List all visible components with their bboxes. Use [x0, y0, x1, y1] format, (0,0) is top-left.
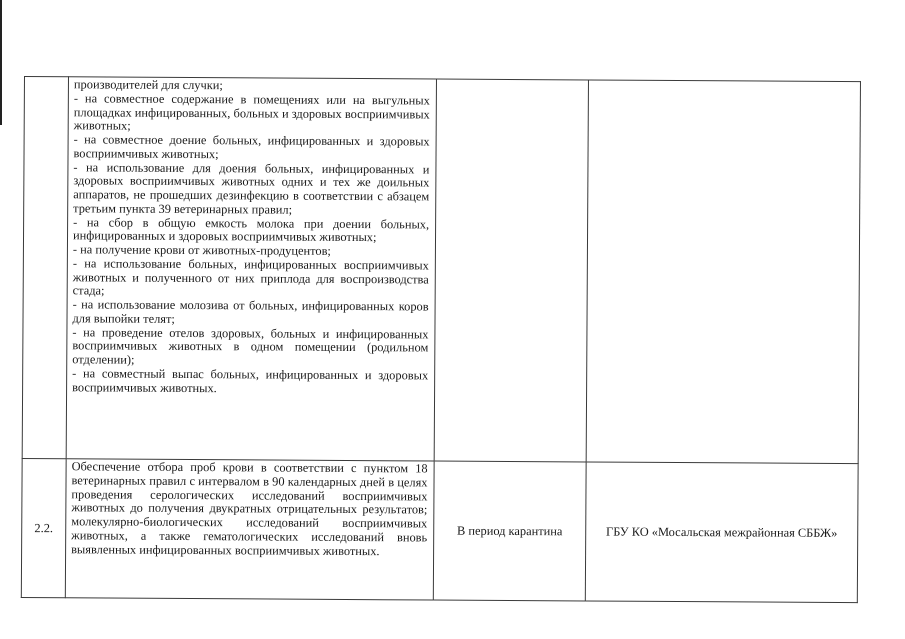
- measure-line: - на сбор в общую емкость молока при доении больных, инфицированных и здоровых восприимчивых животных;: [72, 214, 430, 245]
- row-number-cell: 2.2.: [21, 458, 66, 597]
- quarantine-measures-table: [21, 76, 861, 603]
- measure-line: - на использование больных, инфицированных восприимчивых животных и полученного от них приплода для воспроизводства стада;: [72, 256, 429, 298]
- measure-cell: [65, 459, 434, 600]
- row-number-cell: [22, 77, 68, 459]
- responsible-cell: [586, 80, 860, 464]
- measure-line: - на совместный выпас больных, инфицированных и здоровых восприимчивых животных.: [72, 366, 429, 395]
- measure-line: производителей для случки;: [73, 77, 223, 93]
- measure-text: [67, 77, 436, 396]
- measure-line: Обеспечение отбора проб крови в соответствии с пунктом 18 ветеринарных правил с интервалом в 90 календарных дней в целях проведения серологических исследований восприимчивых животных до получения двукратных отрицательных результатов; молекулярно-биологических исследований восприимчивых животных, а также гематологических исследований вновь выявленных инфицированных восприимчивых животных.: [71, 459, 428, 558]
- measure-line: - на получение крови от животных-продуцентов;: [72, 242, 331, 258]
- period-cell: В период карантина: [433, 461, 586, 601]
- measure-line: - на использование для доения больных, инфицированных и здоровых восприимчивых животных одних и тех же доильных аппаратов, не прошедших дезинфекцию в соответствии с абзацем третьим пункта 39 ветеринарных правил;: [73, 159, 430, 217]
- period-cell: [434, 79, 588, 462]
- responsible-cell: ГБУ КО «Мосальская межрайонная СББЖ»: [585, 462, 858, 603]
- measure-line: - на совместное доение больных, инфицированных и здоровых восприимчивых животных;: [73, 132, 430, 161]
- measure-line: - на использование молозива от больных, инфицированных коров для выпойки телят;: [72, 297, 429, 326]
- measure-cell: [66, 77, 436, 461]
- table-row: [21, 458, 858, 602]
- measure-line: - на совместное содержание в помещениях или на выгульных площадках инфицированных, больных и здоровых восприимчивых животных;: [73, 91, 430, 133]
- scan-edge-mark: [0, 0, 2, 125]
- measure-line: - на проведение отелов здоровых, больных и инфицированных восприимчивых животных в одном помещении (родильном отделении);: [72, 324, 429, 367]
- table-row: [22, 77, 860, 464]
- measure-text: [66, 459, 434, 558]
